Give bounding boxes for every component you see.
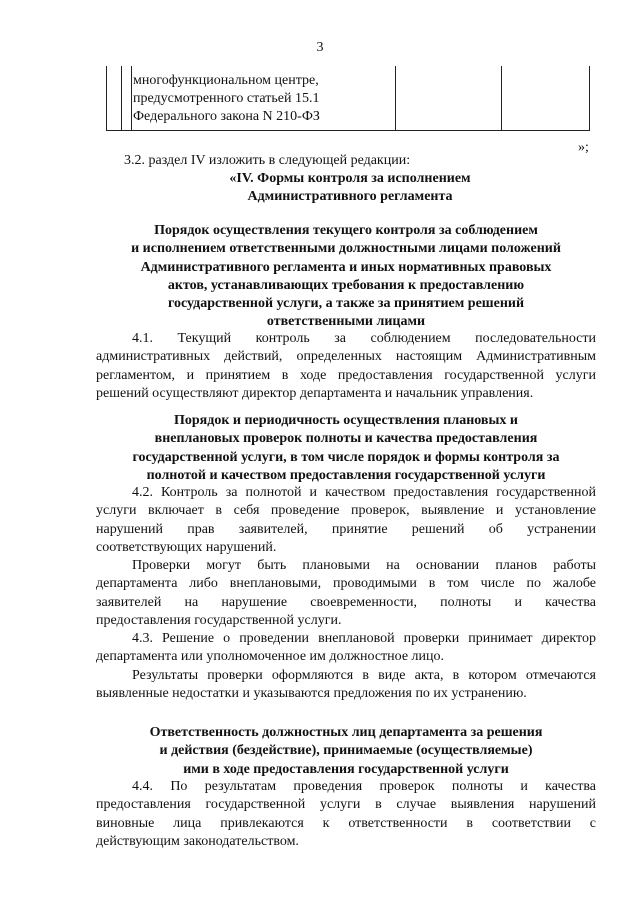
paragraph-line: 4.3. Решение о проведении внеплановой проверки принимает директор <box>132 631 596 646</box>
paragraph-line: предоставления государственной услуги в случае выявления нарушений <box>96 797 596 813</box>
closing-quote: »; <box>578 140 589 155</box>
paragraph-line: Проверки могут быть плановыми на основании планов работы <box>132 558 596 573</box>
table-column-line <box>395 66 396 130</box>
paragraph-results <box>96 667 596 704</box>
paragraph-4-4 <box>96 778 596 851</box>
heading-line: внеплановых проверок полноты и качества предоставления <box>154 431 538 447</box>
heading-line: государственной услуги, а также за принятием решений <box>167 296 525 312</box>
paragraph-4-3 <box>96 630 596 667</box>
heading-line: Порядок и периодичность осуществления плановых и <box>174 413 518 428</box>
table-fragment <box>106 66 590 131</box>
paragraph-line: действующим законодательством. <box>96 833 299 849</box>
heading-line: и действия (бездействие), принимаемые (осуществляемые) <box>159 743 533 759</box>
paragraph-line: виновные лица привлекаются к ответственности в соответствии с <box>96 815 596 831</box>
paragraph-checks <box>96 557 596 630</box>
section-title-line: Административного регламента <box>247 189 453 205</box>
heading-responsibility <box>96 724 596 779</box>
paragraph-line: 4.4. По результатам проведения проверок полноты и качества <box>132 779 596 794</box>
intro-line: 3.2. раздел IV изложить в следующей редакции: <box>124 153 411 168</box>
paragraph-line: департамента или уполномоченное им должностное лицо. <box>96 649 445 665</box>
paragraph-line: нарушений прав заявителей, принятие решений об устранении <box>96 521 596 537</box>
paragraph-line: решений осуществляют директор департамента и начальник управления. <box>96 385 534 401</box>
table-cell-line: Федерального закона N 210-ФЗ <box>133 109 320 124</box>
heading-line: актов, устанавливающих требования к предоставлению <box>167 277 525 293</box>
table-cell-text <box>133 72 320 126</box>
heading-line: Ответственность должностных лиц департамента за решения <box>149 725 543 740</box>
paragraph-line: Результаты проверки оформляются в виде акта, в котором отмечаются <box>132 668 596 683</box>
section-title-line: «IV. Формы контроля за исполнением <box>229 171 471 186</box>
heading-line: Административного регламента и иных нормативных правовых <box>140 259 552 275</box>
paragraph-line: регламентом, и принятием в ходе предоставления государственной услуги <box>96 367 596 383</box>
paragraph-line: выявленные недостатки и указываются предложения по их устранению. <box>96 686 527 702</box>
heading-current-control <box>96 222 596 332</box>
paragraph-line: соответствующих нарушений. <box>96 539 277 555</box>
heading-inspections <box>96 412 596 485</box>
paragraph-line: департамента либо внеплановыми, проводимыми в том числе по жалобе <box>96 576 596 592</box>
heading-line: ими в ходе предоставления государственной услуги <box>183 761 509 777</box>
paragraph-line: административных действий, определенных настоящим Административным <box>96 349 596 365</box>
heading-line: Порядок осуществления текущего контроля за соблюдением <box>154 223 538 238</box>
paragraph-line: заявителей на нарушение своевременности, полноты и качества <box>96 594 596 610</box>
table-cell-line: многофункциональном центре, <box>133 73 319 88</box>
page-number: 3 <box>316 40 324 55</box>
paragraph-4-1 <box>96 330 596 403</box>
heading-line: полнотой и качеством предоставления государственной услуги <box>146 467 546 483</box>
paragraph-line: 4.1. Текущий контроль за соблюдением последовательности <box>132 331 596 346</box>
table-column-line <box>121 66 122 130</box>
table-column-line <box>501 66 502 130</box>
heading-line: ответственными лицами <box>266 314 426 330</box>
heading-line: и исполнением ответственными должностными лицами положений <box>131 241 561 257</box>
table-column-line <box>131 66 132 130</box>
section-title <box>100 170 600 207</box>
heading-line: государственной услуги, в том числе порядок и формы контроля за <box>132 449 560 465</box>
paragraph-line: 4.2. Контроль за полнотой и качеством предоставления государственной <box>132 485 596 500</box>
paragraph-line: предоставления государственной услуги. <box>96 612 342 628</box>
paragraph-line: услуги включает в себя проведение проверок, выявление и установление <box>96 503 596 519</box>
table-cell-line: предусмотренного статьей 15.1 <box>133 91 320 106</box>
paragraph-4-2 <box>96 484 596 557</box>
